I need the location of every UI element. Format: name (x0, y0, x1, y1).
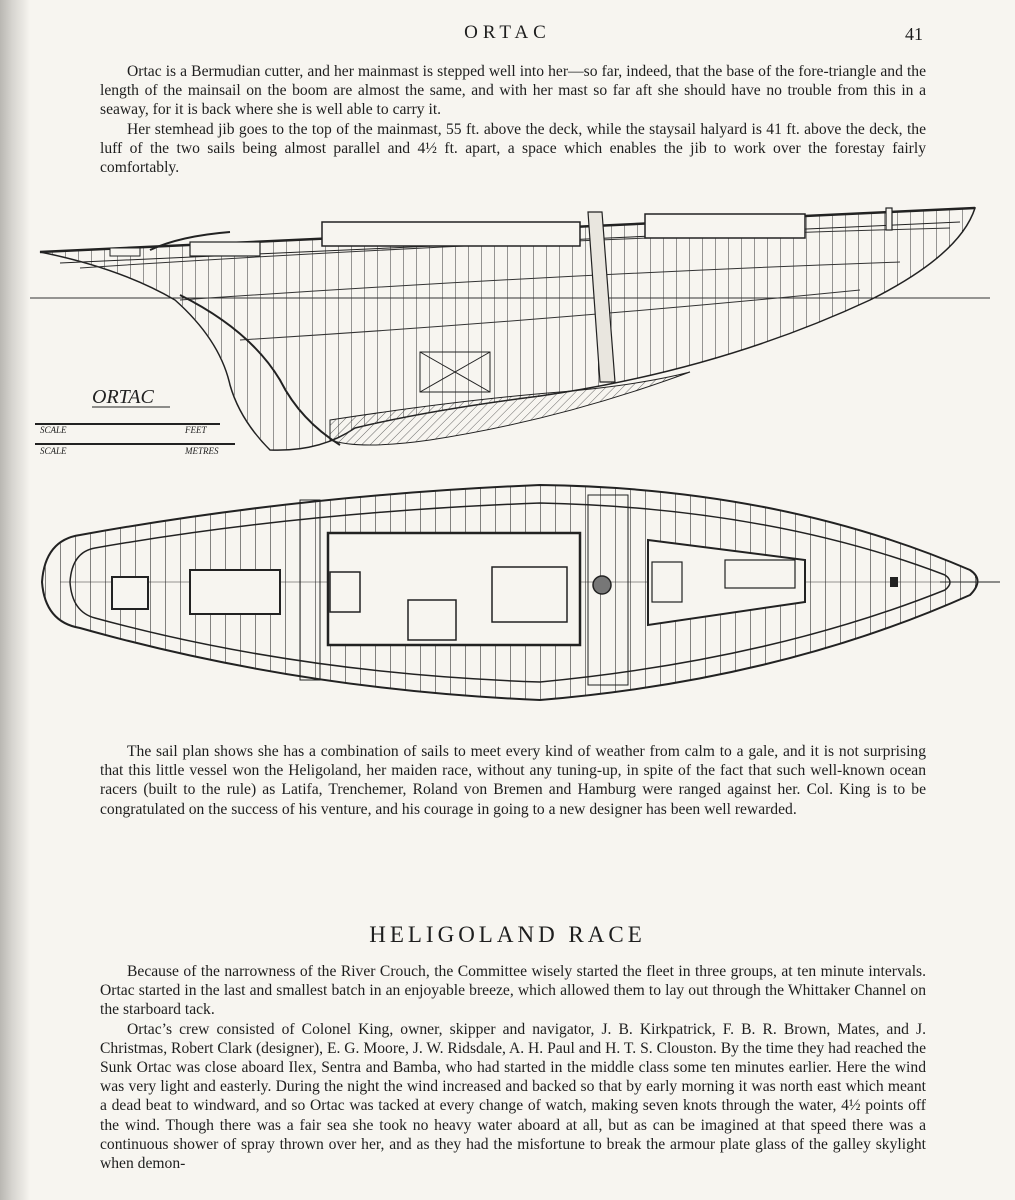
race-paragraph-2: Ortac’s crew consisted of Colonel King, owner, skipper and navigator, J. B. Kirkpatrick, F. B. R. Brown, Mates, and J. Christmas, Robert Clark (designer), E. G. Moore, J. W. Ridsdale, A. H. Paul and H. T. S. Clouston. By the time they had reached the Sunk Ortac was close aboard Ilex, Sentra and Bamba, who had started in the middle class some ten minutes earlier. Here the wind was very light and easterly. During the night the wind increased and backed so that by early morning it was north east which meant a dead beat to windward, and so Ortac was tacked at every change of watch, making seven knots through the water, 4½ points off the wind. Though there was a fair sea she took no heavy water aboard at all, but as can be imagined at that speed there was a continuous shower of spray thrown over her, and as they had the misfortune to break the armour plate glass of the galley skylight when demon- (100, 1020, 926, 1173)
intro-text (100, 62, 926, 177)
section-title-heligoland-race: HELIGOLAND RACE (369, 922, 646, 947)
heligoland-race-text (100, 962, 926, 1173)
deck-plan-drawing (42, 485, 1000, 700)
running-title: ORTAC (464, 22, 551, 43)
intro-paragraph-2: Her stemhead jib goes to the top of the mainmast, 55 ft. above the deck, while the staysail halyard is 41 ft. above the deck, the luff of the two sails being almost parallel and 4½ ft. apart, a space which enables the jib to work over the forestay fairly comfortably. (100, 120, 926, 177)
scale-metres-label: SCALE (40, 446, 67, 456)
hull-profile-drawing (30, 208, 990, 450)
scale-feet-unit: FEET (185, 425, 207, 435)
scale-metres-unit: METRES (185, 446, 219, 456)
sail-plan-paragraph: The sail plan shows she has a combination of sails to meet every kind of weather from calm to a gale, and it is not surprising that this little vessel won the Heligoland, her maiden race, without any tuning-up, in spite of the fact that such well-known ocean racers (built to the rule) as Latifa, Trenchemer, Roland von Bremen and Hamburg were ranged against her. Col. King is to be congratulated on the success of his venture, and his courage in going to a new designer has been well rewarded. (100, 743, 926, 818)
intro-paragraph-1: Ortac is a Bermudian cutter, and her mainmast is stepped well into her—so far, indeed, that the base of the fore-triangle and the length of the mainsail on the boom are almost the same, and with her mast so far aft she should have no trouble from this in a seaway, for it is back where she is well able to carry it. (100, 63, 926, 119)
drawing-caption: ORTAC (92, 386, 154, 408)
race-paragraph-1: Because of the narrowness of the River Crouch, the Committee wisely started the fleet in three groups, at ten minute intervals. Ortac started in the last and smallest batch in an enjoyable breeze, which allowed them to lay out through the Whittaker Channel on the starboard tack. (100, 963, 926, 1019)
running-head (0, 22, 1015, 48)
sail-plan-text (100, 742, 926, 819)
construction-plans (0, 195, 1015, 710)
scale-feet-label: SCALE (40, 425, 67, 435)
page-number: 41 (905, 24, 923, 44)
